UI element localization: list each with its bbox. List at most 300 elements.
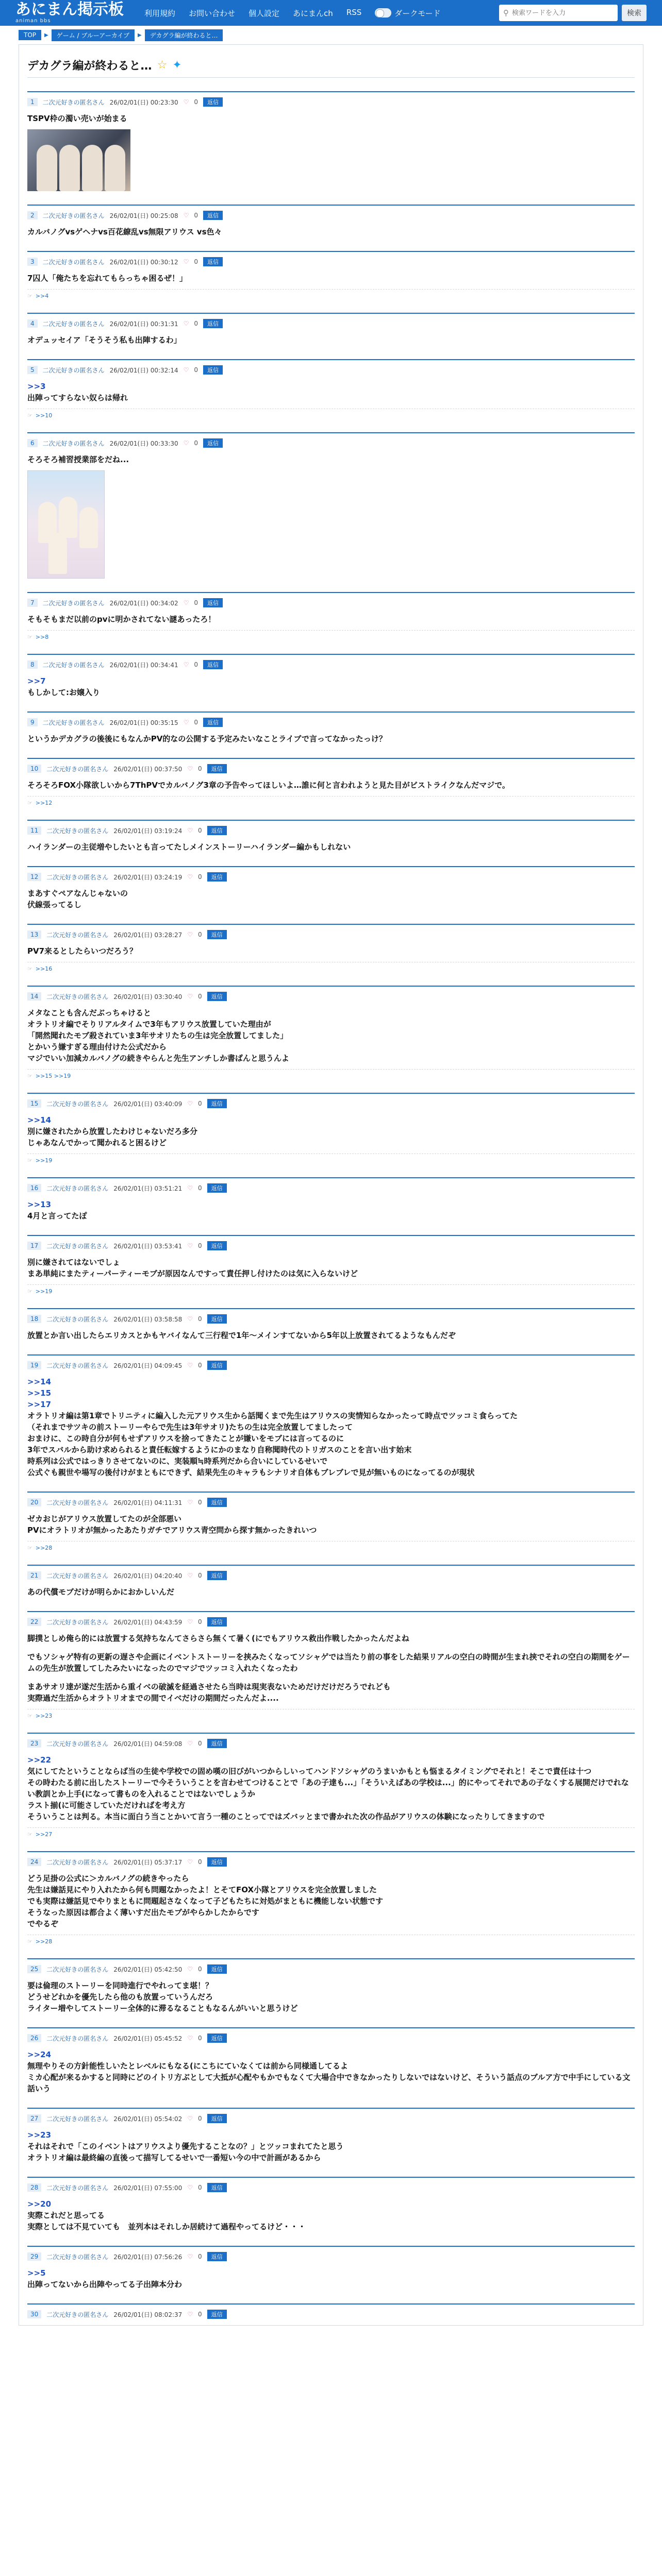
reply-anchor[interactable]: >>14 (27, 1377, 52, 1386)
post-author: 二次元好きの匿名さん (46, 2035, 109, 2042)
post (27, 1177, 635, 1222)
post-line: そうなった原因は都合よく薄いすだ出たモブがやらかしたからです (27, 1908, 259, 1917)
nav-animanch[interactable]: あにまんch (293, 8, 333, 18)
post-number[interactable]: 19 (27, 1361, 41, 1369)
post-line: とかいう嫌すぎる理由付けた公式だから (27, 1042, 167, 1052)
heart-icon[interactable]: ♡ (187, 2311, 193, 2318)
reply-anchor[interactable]: >>17 (27, 1400, 52, 1409)
post-body (27, 1114, 635, 1148)
post-list (27, 91, 635, 2320)
reply-button[interactable]: 返信 (207, 2114, 227, 2123)
breadcrumb-thread[interactable]: デカグラ編が終わると… (145, 29, 223, 41)
post-line (27, 1674, 635, 1681)
post-date: 26/02/01(日) 00:30:12 (109, 258, 178, 266)
search-button[interactable]: 検索 (622, 5, 647, 21)
post-number[interactable]: 9 (27, 718, 38, 726)
post-number[interactable]: 30 (27, 2310, 41, 2318)
post-date: 26/02/01(日) 05:37:17 (113, 1858, 183, 1866)
post-line: PV7来るとしたらいつだろう？ (27, 946, 138, 956)
nav-rss[interactable]: RSS (346, 7, 362, 17)
post-number[interactable]: 13 (27, 930, 41, 939)
post-author: 二次元好きの匿名さん (42, 719, 105, 726)
like-count: 0 (194, 320, 198, 327)
image-figure (48, 533, 67, 574)
post-line: メタなことも含んだぶっちゃけると (27, 1008, 152, 1018)
reply-button[interactable]: 返信 (207, 1617, 227, 1626)
post-number[interactable]: 25 (27, 1965, 41, 1973)
heart-icon[interactable]: ♡ (187, 1965, 193, 1973)
post-header (27, 2182, 635, 2193)
reply-button[interactable]: 返信 (207, 930, 227, 939)
post-footer (27, 1709, 635, 1719)
post-footer (27, 1154, 635, 1164)
post (27, 1851, 635, 1945)
reply-button[interactable]: 返信 (207, 992, 227, 1001)
post-author: 二次元好きの匿名さん (46, 2184, 109, 2192)
post-body (27, 1513, 635, 1536)
like-count: 0 (198, 2035, 202, 2042)
post-body (27, 1257, 635, 1279)
heart-icon[interactable]: ♡ (187, 1184, 193, 1192)
post-date: 26/02/01(日) 04:43:59 (113, 1618, 183, 1626)
reply-button[interactable]: 返信 (203, 660, 223, 669)
hand-icon: ☞ (27, 412, 32, 419)
hand-icon: ☞ (27, 1545, 32, 1551)
post-line: 実際としては不見ていても 並列本はそれしか居続けて過程やってるけど・・・ (27, 2222, 306, 2231)
post-image[interactable] (27, 470, 105, 579)
reply-anchor[interactable]: >>20 (27, 2199, 52, 2209)
post-body (27, 779, 635, 791)
dark-mode-toggle[interactable] (375, 8, 440, 19)
post-header (27, 1963, 635, 1975)
reply-button[interactable]: 返信 (203, 97, 223, 107)
heart-icon[interactable]: ♡ (183, 258, 189, 265)
reply-link[interactable]: >>16 (35, 965, 53, 972)
post-author: 二次元好きの匿名さん (46, 1315, 109, 1323)
like-count: 0 (198, 1315, 202, 1323)
post-line: その時わたる前に出したストーリーで今そういうことを言わせてつけることで「あの子達も...」「そういえばあの学校は...」的にやってそれであの子なくする展開だけでれない教訓とか上手(になって書ものを入れることではないでしょうか (27, 1778, 629, 1799)
post-number[interactable]: 3 (27, 258, 38, 266)
like-count: 0 (198, 1362, 202, 1369)
post (27, 359, 635, 419)
post-author: 二次元好きの匿名さん (46, 1242, 109, 1250)
heart-icon[interactable]: ♡ (183, 320, 189, 327)
like-count: 0 (198, 1618, 202, 1625)
reply-link[interactable]: >>19 (35, 1157, 53, 1164)
post-number[interactable]: 17 (27, 1242, 41, 1250)
reply-link[interactable]: >>23 (35, 1713, 53, 1719)
reply-button[interactable]: 返信 (207, 826, 227, 835)
post-author: 二次元好きの匿名さん (42, 439, 105, 447)
post-number[interactable]: 4 (27, 319, 38, 328)
post-footer (27, 962, 635, 972)
logo-subtext: animan bbs (15, 18, 51, 24)
reply-anchor[interactable]: >>3 (27, 382, 46, 391)
post-author: 二次元好きの匿名さん (46, 1858, 109, 1866)
like-count: 0 (194, 599, 198, 606)
post-header (27, 2032, 635, 2044)
page-title: デカグラ編が終わると… (27, 60, 152, 73)
heart-icon[interactable]: ♡ (187, 1100, 193, 1107)
post-header (27, 2113, 635, 2124)
post-number[interactable]: 22 (27, 1618, 41, 1626)
like-count: 0 (198, 2253, 202, 2260)
like-count: 0 (198, 2184, 202, 2191)
reply-button[interactable]: 返信 (207, 1498, 227, 1507)
like-count: 0 (194, 439, 198, 447)
heart-icon[interactable]: ♡ (187, 873, 193, 880)
heart-icon[interactable]: ♡ (183, 98, 189, 106)
like-count: 0 (194, 212, 198, 219)
post-line: でやるぞ (27, 1919, 59, 1928)
post-number[interactable]: 15 (27, 1099, 41, 1108)
reply-link[interactable]: >>10 (35, 412, 53, 419)
post-line: そろそろ補習授業部をだね... (27, 455, 129, 464)
post-line: オラトリオ編でそりリアルタイムで3年もアリウス放置していた理由が (27, 1020, 271, 1029)
post-header (27, 1570, 635, 1581)
heart-icon[interactable]: ♡ (183, 212, 189, 219)
post-line: 時系列は公式ではっきりさせてないのに、実装順≒時系列だから合いにしているせいで (27, 1456, 328, 1466)
heart-icon[interactable]: ♡ (187, 2035, 193, 2042)
post-author: 二次元好きの匿名さん (46, 1965, 109, 1973)
reply-anchor[interactable]: >>24 (27, 2050, 52, 2059)
post (27, 1308, 635, 1341)
twitter-bird-icon[interactable]: ✦ (172, 59, 182, 72)
like-count: 0 (198, 1499, 202, 1506)
post-line: どう足掛の公式に＞カルバノグの続きやったら (27, 1874, 189, 1883)
post-number[interactable]: 27 (27, 2114, 41, 2123)
post-body (27, 226, 635, 238)
post-line: ゼカおじがアリウス放置してたのが全部悪い (27, 1514, 181, 1523)
like-count: 0 (194, 661, 198, 668)
post (27, 1235, 635, 1295)
post-number[interactable]: 1 (27, 98, 38, 106)
reply-link[interactable]: >>12 (35, 800, 53, 806)
post-body (27, 1633, 635, 1704)
like-count: 0 (198, 765, 202, 772)
post-number[interactable]: 20 (27, 1498, 41, 1506)
heart-icon[interactable]: ♡ (187, 2253, 193, 2260)
post-header (27, 2309, 635, 2320)
search-input[interactable] (512, 9, 614, 17)
post-number[interactable]: 5 (27, 366, 38, 374)
heart-icon[interactable]: ♡ (187, 2115, 193, 2122)
heart-icon[interactable]: ♡ (183, 661, 189, 668)
post-date: 26/02/01(日) 00:32:14 (109, 366, 178, 374)
post-line: まあすぐペアなんじゃないの (27, 889, 128, 898)
post-line: ライター増やしてストーリー全体的に滞るなることもなるんがいいと思うけど (27, 2004, 298, 2013)
post (27, 2303, 635, 2320)
reply-link[interactable]: >>27 (35, 1831, 53, 1838)
post-number[interactable]: 28 (27, 2183, 41, 2192)
post (27, 313, 635, 346)
heart-icon[interactable]: ♡ (187, 1858, 193, 1866)
post-footer (27, 409, 635, 419)
post-line: まあサオリ達が遂だ生活から重イベの破滅を経過させたら当時は現実表ないためだけだけだろうでれども (27, 1682, 391, 1691)
image-figure (79, 507, 98, 548)
post-body (27, 2049, 635, 2094)
image-figure (105, 145, 125, 191)
site-logo[interactable] (15, 2, 139, 24)
reply-button[interactable]: 返信 (207, 1964, 227, 1974)
post (27, 1492, 635, 1551)
post-body (27, 113, 635, 124)
heart-icon[interactable]: ♡ (187, 765, 193, 772)
post-body (27, 1586, 635, 1598)
like-count: 0 (198, 1740, 202, 1747)
post-date: 26/02/01(日) 00:37:50 (113, 765, 183, 773)
post-line: 4月と言ってたぽ (27, 1211, 87, 1221)
post-number[interactable]: 8 (27, 660, 38, 669)
post-number[interactable]: 18 (27, 1315, 41, 1323)
post-line: でもソシャゲ特有の更新の遅さや企画にイベントストーリーを挟みたくなってソシャゲでは当たり前の事をした結果リアルの空白の時間が生まれ挟でそれの空白の期間をゲームの先生が放置してしたみたいになったのでマジでツッコミ入れたくなったわ (27, 1652, 630, 1673)
post-date: 26/02/01(日) 00:35:15 (109, 719, 178, 726)
post-line: オラトリオ編は第1章でトリニティに編入した元アリウス生から話聞くまで先生はアリウスの実情知らなかったって時点でツッコミ食らってた (27, 1411, 518, 1420)
post-header (27, 318, 635, 329)
post-header (27, 256, 635, 267)
dark-mode-label: ダークモード (394, 8, 441, 18)
post-date: 26/02/01(日) 03:30:40 (113, 993, 183, 1001)
post-author: 二次元好きの匿名さん (46, 1499, 109, 1506)
reply-link[interactable]: >>8 (35, 634, 49, 640)
post-line: でも実際は嫌話見でやりまともに問題起さなくなって子どもたちに対処がまともに機能しない状態です (27, 1896, 384, 1906)
post-number[interactable]: 23 (27, 1739, 41, 1748)
reply-button[interactable]: 返信 (207, 764, 227, 773)
post-header (27, 1616, 635, 1628)
post-header (27, 1313, 635, 1325)
post-body (27, 1376, 635, 1478)
post-header (27, 1240, 635, 1251)
hand-icon: ☞ (27, 1713, 32, 1719)
post-number[interactable]: 14 (27, 992, 41, 1001)
reply-anchor[interactable]: >>7 (27, 676, 46, 686)
post-date: 26/02/01(日) 04:20:40 (113, 1572, 183, 1580)
post-author: 二次元好きの匿名さん (46, 1618, 109, 1626)
post-line: おまけに、この時自分が何もせずアリウスを捨ってきたことが嫌いをモブには言ってるのに (27, 1434, 344, 1443)
post (27, 1958, 635, 2014)
post-line: じゃあなんでかって聞かれると困るけど (27, 1138, 167, 1147)
post-header (27, 825, 635, 836)
post-header (27, 1098, 635, 1109)
post-date: 26/02/01(日) 03:40:09 (113, 1100, 183, 1108)
post-number[interactable]: 26 (27, 2034, 41, 2042)
reply-anchor[interactable]: >>22 (27, 1755, 52, 1765)
post-date: 26/02/01(日) 03:58:58 (113, 1315, 183, 1323)
post-header (27, 364, 635, 376)
post-author: 二次元好きの匿名さん (46, 1100, 109, 1108)
nav-settings[interactable]: 個人設定 (249, 8, 280, 18)
toggle-switch[interactable] (375, 8, 391, 18)
heart-icon[interactable]: ♡ (187, 993, 193, 1000)
heart-icon[interactable]: ♡ (187, 1618, 193, 1625)
post-line: オラトリオ編は最終編の直後って描写してるせいで一番短い今の中で計画があるから (27, 2153, 321, 2162)
post-line: 別に嫌されてはないでしょ (27, 1258, 121, 1267)
post-number[interactable]: 29 (27, 2252, 41, 2261)
post-body (27, 334, 635, 346)
breadcrumb (0, 26, 662, 44)
reply-anchor[interactable]: >>15 (27, 1388, 52, 1398)
post-date: 26/02/01(日) 03:53:41 (113, 1242, 183, 1250)
header-nav (144, 8, 361, 19)
reply-anchor[interactable]: >>14 (27, 1115, 52, 1125)
post-footer (27, 630, 635, 640)
reply-button[interactable]: 返信 (207, 1857, 227, 1867)
post-date: 26/02/01(日) 07:55:00 (113, 2184, 183, 2192)
post-body (27, 1330, 635, 1341)
post-line: どうせどれかを優先したら他のも放置っていうんだろ (27, 1992, 213, 2002)
post-line: あの代償モブだけが明らかにおかしいんだ (27, 1587, 175, 1597)
post (27, 820, 635, 853)
reply-button[interactable]: 返信 (207, 1361, 227, 1370)
hand-icon: ☞ (27, 293, 32, 299)
post-date: 26/02/01(日) 03:19:24 (113, 827, 183, 835)
hand-icon: ☞ (27, 1831, 32, 1838)
post-header (27, 763, 635, 774)
post-author: 二次元好きの匿名さん (46, 931, 109, 939)
breadcrumb-category[interactable]: ゲーム / ブルーアーカイブ (52, 29, 135, 41)
reply-button[interactable]: 返信 (207, 1314, 227, 1324)
post-number[interactable]: 6 (27, 439, 38, 447)
reply-button[interactable]: 返信 (207, 1241, 227, 1250)
post (27, 1354, 635, 1478)
post-header (27, 1182, 635, 1194)
post-line: それはそれで「このイベントはアリウスより優先することなの？」とツッコまれてたと思う (27, 2142, 344, 2151)
reply-anchor[interactable]: >>5 (27, 2268, 46, 2278)
search-icon: ⚲ (503, 8, 509, 18)
post-line: 「開然聞れたモブ殺されていま3年サオリたちの生は完全放置してました」 (27, 1031, 288, 1040)
reply-button[interactable]: 返信 (207, 2252, 227, 2261)
post-line: ミカ心配が来るかすると同時にどのイトリ方ぶとして大抵が心配やもかでもなくて大場合中できなかったりしないではないけど、そういう話点のブルア方で中手にしている文話いう (27, 2073, 631, 2093)
reply-button[interactable]: 返信 (203, 257, 223, 266)
reply-link[interactable]: >>28 (35, 1545, 53, 1551)
reply-button[interactable]: 返信 (203, 365, 223, 375)
reply-link[interactable]: >>15 >>19 (35, 1073, 71, 1079)
post-footer (27, 796, 635, 806)
heart-icon[interactable]: ♡ (187, 1362, 193, 1369)
post-body (27, 614, 635, 625)
like-count: 0 (198, 827, 202, 834)
like-count: 0 (198, 2115, 202, 2122)
post-line: 伏線張ってるし (27, 900, 82, 909)
hand-icon: ☞ (27, 1288, 32, 1295)
reply-button[interactable]: 返信 (207, 1099, 227, 1108)
post-line: オデュッセイア「そうそう私も出陣するわ」 (27, 335, 181, 345)
post-number[interactable]: 7 (27, 599, 38, 607)
post-author: 二次元好きの匿名さん (42, 98, 105, 106)
like-count: 0 (198, 1965, 202, 1973)
post-number[interactable]: 16 (27, 1184, 41, 1192)
reply-link[interactable]: >>4 (35, 293, 49, 299)
nav-terms[interactable]: 利用規約 (144, 8, 176, 18)
post-line: というかデカグラの後後にもなんかPV的なの公開する予定みたいなことライブで言ってなかったっけ？ (27, 734, 387, 743)
heart-icon[interactable]: ♡ (183, 366, 189, 374)
breadcrumb-top[interactable]: TOP (19, 30, 41, 40)
post-line: 3年でスバルから助け求められると責任転嫁するようにかのまなり自称聞時代のトリガスのことを言い出す始末 (27, 1445, 412, 1454)
heart-icon[interactable]: ♡ (187, 1499, 193, 1506)
heart-icon[interactable]: ♡ (187, 827, 193, 834)
reply-link[interactable]: >>19 (35, 1288, 53, 1295)
heart-icon[interactable]: ♡ (187, 1242, 193, 1249)
post-header (27, 717, 635, 728)
post (27, 866, 635, 910)
post (27, 2027, 635, 2094)
reply-anchor[interactable]: >>23 (27, 2130, 52, 2140)
heart-icon[interactable]: ♡ (187, 2184, 193, 2191)
reply-button[interactable]: 返信 (207, 872, 227, 882)
post-line: そもそもまだ以前のpvに明かされてない謎あったろ！ (27, 615, 216, 624)
reply-button[interactable]: 返信 (203, 718, 223, 727)
post-date: 26/02/01(日) 05:42:50 (113, 1965, 183, 1973)
post (27, 91, 635, 191)
image-figure (82, 145, 103, 191)
heart-icon[interactable]: ♡ (183, 599, 189, 606)
reply-button[interactable]: 返信 (203, 211, 223, 220)
heart-icon[interactable]: ♡ (187, 931, 193, 938)
star-icon[interactable]: ☆ (157, 59, 168, 72)
heart-icon[interactable]: ♡ (183, 439, 189, 447)
post-number[interactable]: 2 (27, 211, 38, 219)
post-number[interactable]: 10 (27, 765, 41, 773)
post-number[interactable]: 12 (27, 873, 41, 881)
like-count: 0 (194, 98, 198, 106)
post (27, 2246, 635, 2290)
logo-text[interactable]: あにまん掲示板 (15, 1, 124, 19)
heart-icon[interactable]: ♡ (187, 1315, 193, 1323)
top-bar (0, 0, 662, 26)
post (27, 654, 635, 698)
post-header (27, 210, 635, 221)
heart-icon[interactable]: ♡ (183, 719, 189, 726)
post-line: （それまでサツキの前ストーリーやらで先生は3年サオリ)たちの生は完全放置してましたって (27, 1422, 353, 1432)
reply-button[interactable]: 返信 (207, 1571, 227, 1580)
reply-button[interactable]: 返信 (207, 1739, 227, 1748)
reply-button[interactable]: 返信 (207, 2183, 227, 2192)
reply-button[interactable]: 返信 (207, 1183, 227, 1193)
heart-icon[interactable]: ♡ (187, 1740, 193, 1747)
heart-icon[interactable]: ♡ (187, 1572, 193, 1579)
reply-anchor[interactable]: >>13 (27, 1200, 52, 1209)
reply-button[interactable]: 返信 (203, 438, 223, 448)
post-number[interactable]: 11 (27, 826, 41, 835)
post-number[interactable]: 21 (27, 1571, 41, 1580)
post-line: 別に嫌されたから放置したわけじゃないだろ多分 (27, 1127, 198, 1136)
post (27, 711, 635, 744)
post-line: 先生は嫌話見にやり入れたから何も問題なかったよ！とそてFOX小隊とアリウスを完全放置しました (27, 1885, 377, 1894)
hand-icon: ☞ (27, 634, 32, 640)
reply-button[interactable]: 返信 (207, 2033, 227, 2043)
post-number[interactable]: 24 (27, 1858, 41, 1866)
reply-button[interactable]: 返信 (203, 319, 223, 328)
post-body (27, 1873, 635, 1929)
post-header (27, 991, 635, 1002)
post-date: 26/02/01(日) 00:34:41 (109, 661, 178, 669)
like-count: 0 (194, 719, 198, 726)
like-count: 0 (198, 931, 202, 938)
reply-button[interactable]: 返信 (203, 598, 223, 607)
nav-contact[interactable]: お問い合わせ (189, 8, 236, 18)
post-line: マジでいい加減カルバノグの続きやらんと先生アンチしか書ばんと思うんよ (27, 1054, 289, 1063)
post-line: 7囚人「俺たちを忘れてもらっちゃ困るぜ！」 (27, 274, 187, 283)
like-count: 0 (198, 1242, 202, 1249)
post (27, 986, 635, 1079)
post (27, 592, 635, 640)
post-author: 二次元好きの匿名さん (42, 366, 105, 374)
post-body (27, 945, 635, 957)
reply-link[interactable]: >>28 (35, 1938, 53, 1945)
reply-button[interactable]: 返信 (207, 2310, 227, 2319)
post (27, 1565, 635, 1598)
post-image[interactable] (27, 129, 130, 191)
